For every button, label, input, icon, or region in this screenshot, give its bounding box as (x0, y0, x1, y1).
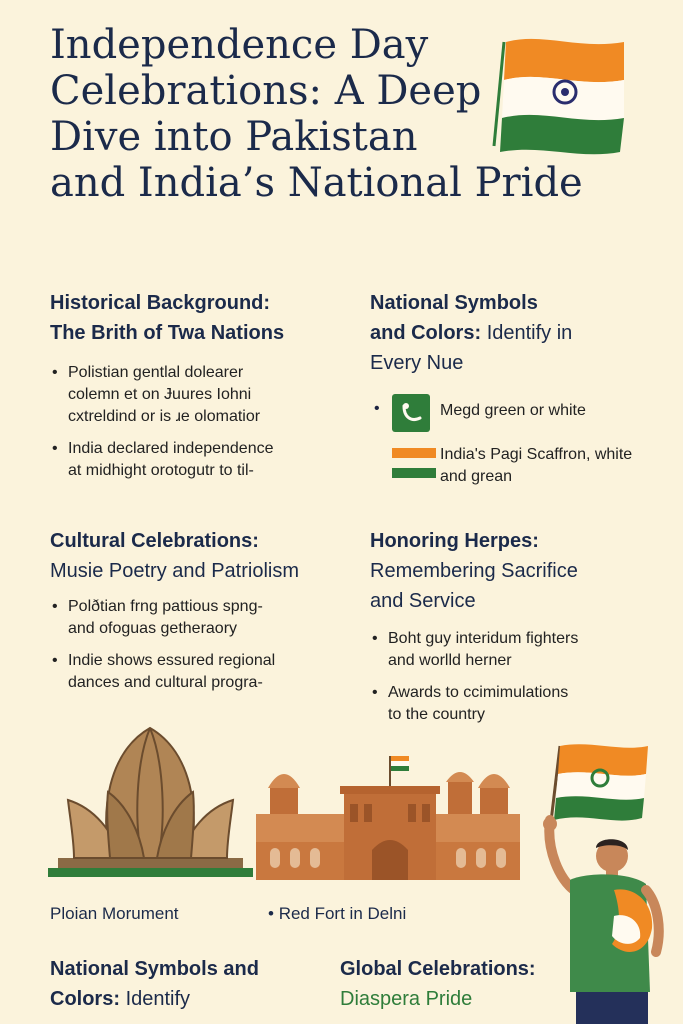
symbol-line: India's Pagi Scaffron, white (440, 446, 633, 463)
list-item (370, 628, 670, 672)
list-item (50, 362, 340, 428)
heading-line: National Symbols (370, 292, 538, 314)
red-fort-caption (268, 904, 406, 924)
symbol-text (440, 444, 632, 488)
footer-heading: Global Celebrations: (340, 958, 536, 980)
list-item (50, 596, 350, 640)
caption-text: Red Fort in Delni (278, 904, 407, 923)
footer-heading-line2 (50, 984, 340, 1014)
symbol-text: Megd green or white (440, 402, 586, 419)
list-item (370, 682, 670, 726)
list-item (50, 650, 350, 694)
historical-list (50, 362, 340, 482)
footer-subheading: Diaspera Pride (340, 988, 473, 1010)
heading-line: The Brith of Twa Nations (50, 322, 285, 344)
heroes-subheading (370, 556, 670, 616)
heading-line: Every Nue (370, 352, 464, 374)
monument-caption: Ploian Morument (50, 904, 179, 923)
cultural-section (50, 526, 350, 704)
title-line: Dive into Pakistan (50, 114, 418, 160)
waving-flag-icon (488, 34, 633, 164)
title-line: Independence Day (50, 22, 429, 68)
footer-left (50, 954, 340, 1014)
cultural-subheading: Musie Poetry and Patriolism (50, 560, 299, 582)
heading-line (370, 318, 670, 348)
list-item (50, 438, 340, 482)
subheading-line: and Service (370, 590, 476, 612)
bullet-line: and worlld herner (388, 652, 512, 669)
bullet-line: • Awards to ccimimulations (388, 684, 569, 701)
cultural-list (50, 596, 350, 694)
heroes-list (370, 628, 670, 726)
heading-part: Identify in (486, 322, 573, 344)
bullet-line: • India declared independence (68, 440, 274, 457)
red-fort-illustration (256, 752, 520, 882)
heading-part: and Colors: (370, 322, 482, 344)
symbol-item-pakistan (370, 394, 670, 434)
symbols-section (370, 288, 670, 490)
bullet-line: colemn et on Ɉuures Iohni (68, 386, 252, 403)
bullet-line: • Polistian gentlal dolearer (68, 364, 244, 381)
title-line: and India’s National Pride (50, 160, 583, 206)
footer-right (340, 954, 560, 1014)
heading-part: Colors: (50, 988, 120, 1010)
historical-section (50, 288, 340, 492)
bullet-line: at midhight orotogutr to til- (68, 462, 254, 479)
heading-part: Identify (125, 988, 191, 1010)
bullet-line: • Boht guy interidum fighters (388, 630, 579, 647)
symbol-line: and grean (440, 468, 513, 485)
india-flag-icon (392, 448, 436, 478)
bullet-dot: • (374, 400, 380, 417)
heroes-section (370, 526, 670, 736)
symbol-item-india (370, 442, 670, 490)
bullet-line: cxtreldind or is ɹe olomatior (68, 408, 261, 425)
bullet-line: • Indie shows essured regional (68, 652, 276, 669)
title-line: Celebrations: A Deep (50, 68, 482, 114)
lotus-monument-illustration (48, 722, 253, 882)
footer-heading: National Symbols and (50, 958, 259, 980)
bullet-line: to the country (388, 706, 485, 723)
subheading-line: Remembering Sacrifice (370, 560, 578, 582)
bullet-line: • Polðtian frng pattious spng- (68, 598, 263, 615)
pakistan-flag-icon (392, 394, 430, 432)
bullet-line: dances and cultural progra- (68, 674, 263, 691)
cultural-heading: Cultural Celebrations: (50, 530, 259, 552)
heading-line: Historical Background: (50, 292, 271, 314)
bullet-line: and ofoguas getheraory (68, 620, 238, 637)
symbols-heading (370, 288, 670, 378)
bullet-dot: • (268, 904, 274, 923)
historical-heading (50, 288, 340, 348)
heroes-heading: Honoring Herpes: (370, 530, 539, 552)
